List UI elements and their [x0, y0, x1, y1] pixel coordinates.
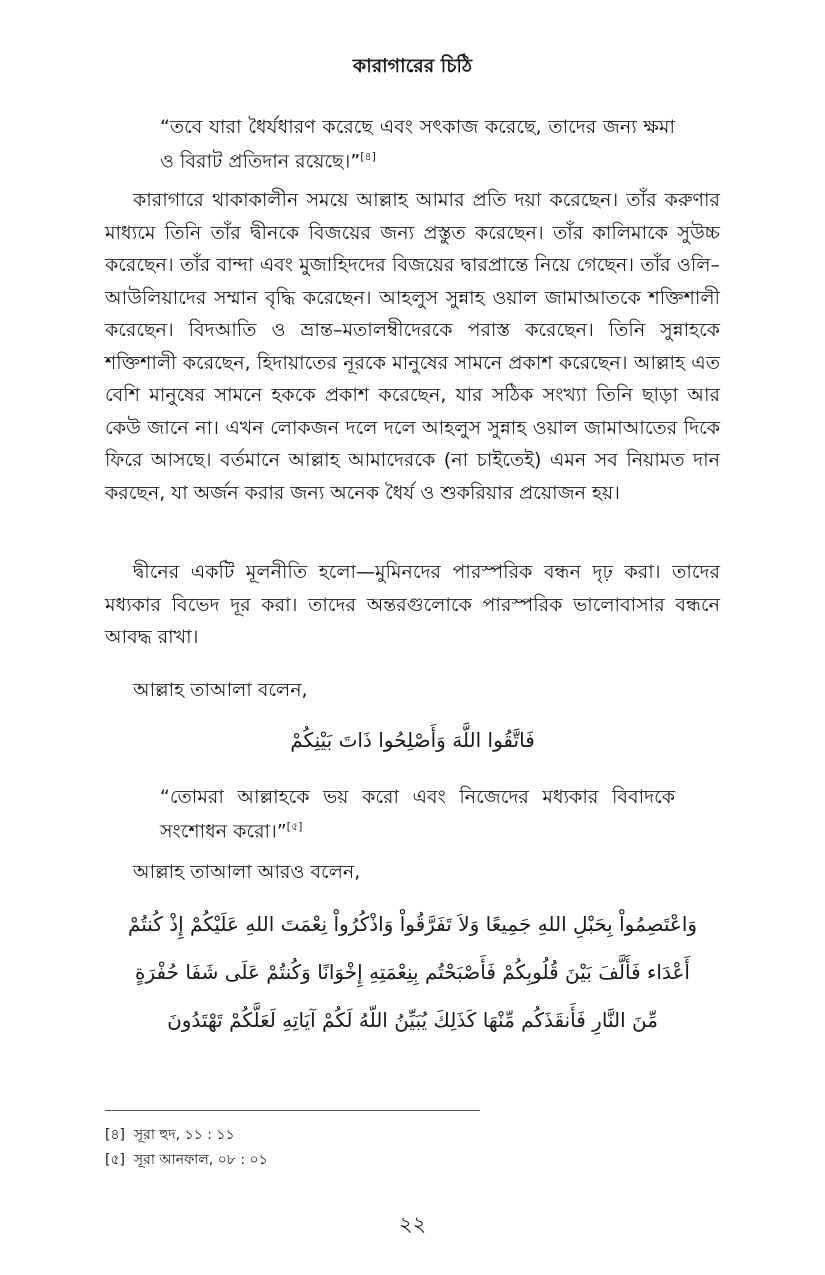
footnote-5-mark: [৫] — [105, 1152, 126, 1168]
footnote-ref-4[interactable]: [৪] — [360, 150, 376, 163]
footnote-5-text: সূরা আনফাল, ০৮ : ০১ — [133, 1152, 268, 1168]
footnote-ref-5[interactable]: [৫] — [286, 820, 303, 833]
quote-2 — [160, 782, 675, 846]
quote-1 — [160, 112, 675, 176]
arabic-verse-2: وَاعْتَصِمُواْ بِحَبْلِ اللهِ جَمِيعًا وَلاَ تَفَرَّقُواْ وَاذْكُرُواْ نِعْمَتَ اللهِ عَلَيْكُمْ إِذْ كُنتُمْ أَعْدَاء فَأَلَّفَ بَيْنَ قُلُوبِكُمْ فَأَصْبَحْتُم بِنِعْمَتِهِ إِخْوَانًا وَكُنتُمْ عَلَى شَفَا حُفْرَةٍ مِّنَ النَّارِ فَأَنقَذَكُم مِّنْهَا كَذَلِكَ يُبَيِّنُ اللّهُ لَكُمْ آيَاتِهِ لَعَلَّكُمْ تَهْتَدُونَ — [127, 912, 698, 1032]
arabic-verse-1: فَاتَّقُوا اللَّهَ وَأَصْلِحُوا ذَاتَ بَيْنِكُمْ — [290, 728, 535, 752]
footnote-4-mark: [৪] — [105, 1127, 126, 1143]
paragraph-1: কারাগারে থাকাকালীন সময়ে আল্লাহ আমার প্রতি দয়া করেছেন। তাঁর করুণার মাধ্যমে তিনি তাঁর দ্বীনকে বিজয়ের জন্য প্রস্তুত করেছেন। তাঁর কালিমাকে সুউচ্চ করেছেন। তাঁর বান্দা এবং মুজাহিদদের বিজয়ের দ্বারপ্রান্তে নিয়ে গেছেন। তাঁর ওলি–আউলিয়াদের সম্মান বৃদ্ধি করেছেন। আহলুস সুন্নাহ ওয়াল জামাআতকে শক্তিশালী করেছেন। বিদআতি ও ভ্রান্ত–মতালম্বীদেরকে পরাস্ত করেছেন। তিনি সুন্নাহকে শক্তিশালী করেছেন, হিদায়াতের নূরকে মানুষের সামনে প্রকাশ করেছেন। আল্লাহ এত বেশি মানুষের সামনে হককে প্রকাশ করেছেন, যার সঠিক সংখ্যা তিনি ছাড়া আর কেউ জানে না। এখন লোকজন দলে দলে আহলুস সুন্নাহ ওয়াল জামাআতের দিকে ফিরে আসছে। বর্তমানে আল্লাহ আমাদেরকে (না চাইতেই) এমন সব নিয়ামত দান করছেন, যা অর্জন করার জন্য অনেক ধৈর্য ও শুকরিয়ার প্রয়োজন হয়। — [105, 189, 720, 504]
verse-intro-2: আল্লাহ তাআলা আরও বলেন, — [133, 861, 361, 883]
footnote-4-text: সূরা হুদ, ১১ : ১১ — [133, 1127, 235, 1143]
paragraph-2: দ্বীনের একটি মূলনীতি হলো—মুমিনদের পারস্পরিক বন্ধন দৃঢ় করা। তাদের মধ্যকার বিভেদ দূর করা। তাদের অন্তরগুলোকে পারস্পরিক ভালোবাসার বন্ধনে আবদ্ধ রাখা। — [105, 561, 720, 648]
verse-intro-1: আল্লাহ তাআলা বলেন, — [133, 679, 308, 701]
footnote-divider — [105, 1110, 480, 1111]
footnote-5 — [105, 1148, 268, 1172]
running-head: কারাগারের চিঠি — [352, 55, 473, 77]
quote-2-text: “তোমরা আল্লাহকে ভয় করো এবং নিজেদের মধ্যকার বিবাদকে সংশোধন করো।” — [160, 786, 675, 843]
quote-1-text: “তবে যারা ধৈর্যধারণ করেছে এবং সৎকাজ করেছে, তাদের জন্য ক্ষমা ও বিরাট প্রতিদান রয়েছে।” — [160, 116, 675, 173]
footnote-4 — [105, 1123, 235, 1147]
page-number: ২২ — [398, 1212, 427, 1236]
